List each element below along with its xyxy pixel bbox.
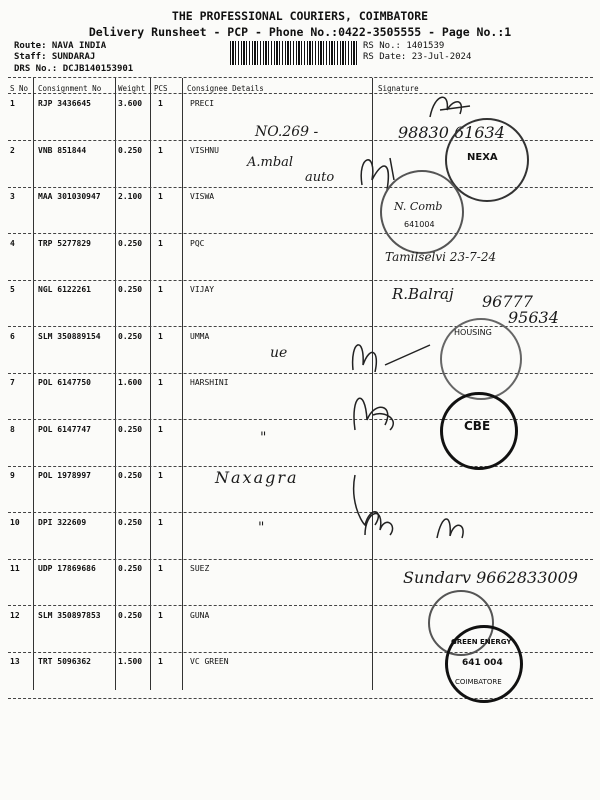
row-weight: 0.250 — [118, 564, 143, 573]
row-consignment: TRP 5277829 — [38, 238, 91, 248]
row-consignee: VC GREEN — [190, 657, 229, 666]
row-pcs: 1 — [158, 610, 163, 620]
signature-scribble — [345, 330, 435, 380]
row-consignment: POL 6147750 — [38, 378, 91, 387]
handwritten-note: Naxagra — [215, 468, 299, 487]
row-weight: 2.100 — [118, 192, 143, 201]
row-sno: 2 — [10, 145, 15, 155]
col-divider — [33, 78, 34, 690]
table-top-rule — [8, 77, 593, 78]
signature-scribble — [432, 508, 472, 548]
row-weight: 1.500 — [118, 657, 143, 666]
signature-scribble — [360, 500, 400, 540]
row-sno: 1 — [10, 99, 15, 108]
row-sno: 5 — [10, 285, 15, 294]
row-sno: 11 — [10, 564, 20, 573]
row-consignee: PQC — [190, 238, 205, 248]
row-weight: 0.250 — [118, 145, 143, 155]
row-weight: 0.250 — [118, 424, 143, 434]
header-rule — [8, 93, 593, 94]
row-consignment: NGL 6122261 — [38, 285, 91, 294]
row-sno: 4 — [10, 238, 15, 248]
row-consignment: RJP 3436645 — [38, 99, 91, 108]
row-pcs: 1 — [158, 564, 163, 573]
barcode — [230, 41, 358, 65]
row-pcs: 1 — [158, 192, 163, 201]
row-weight: 0.250 — [118, 471, 143, 480]
company-title: THE PROFESSIONAL COURIERS, COIMBATORE — [171, 9, 429, 23]
row-consignment: SLM 350897853 — [38, 610, 101, 620]
handwritten-name: auto — [305, 170, 335, 185]
row-consignment: POL 1978997 — [38, 471, 91, 480]
handwritten-note: " — [258, 520, 265, 536]
row-consignment: VNB 851844 — [38, 145, 87, 155]
row-weight: 1.600 — [118, 378, 143, 387]
handwritten-note: ue — [270, 345, 288, 361]
col-pcs: PCS — [154, 84, 168, 93]
row-pcs: 1 — [158, 471, 163, 480]
handwritten-name: A.mbal — [247, 155, 294, 170]
row-pcs: 1 — [158, 99, 163, 108]
row-sno: 10 — [10, 517, 20, 527]
col-divider — [182, 78, 183, 690]
company-stamp: NEXA — [445, 118, 529, 202]
company-stamp: GREEN ENERGY 641 004 COIMBATORE — [445, 625, 523, 703]
row-pcs: 1 — [158, 517, 163, 527]
row-consignee: HARSHINI — [190, 378, 229, 387]
row-consignment: MAA 301030947 — [38, 192, 101, 201]
rs-number: RS No.: 1401539 — [363, 41, 445, 51]
row-pcs: 1 — [158, 378, 163, 387]
handwritten-signature: Sundarv 9662833009 — [403, 568, 578, 587]
row-consignee: VISHNU — [190, 145, 219, 155]
company-stamp: N. Comb 641004 — [380, 170, 464, 254]
row-consignment: UDP 17869686 — [38, 564, 96, 573]
signature-scribble — [425, 92, 475, 122]
col-divider — [150, 78, 151, 690]
row-consignee: SUEZ — [190, 564, 210, 573]
row-divider — [8, 698, 593, 699]
row-pcs: 1 — [158, 331, 163, 341]
runsheet-subtitle: Delivery Runsheet - PCP - Phone No.:0422-3505555 - Page No.:1 — [88, 25, 512, 39]
row-consignment: SLM 350889154 — [38, 331, 101, 341]
row-divider — [8, 605, 593, 606]
handwritten-phone: 95634 — [508, 308, 559, 327]
row-weight: 0.250 — [118, 517, 143, 527]
row-consignee: GUNA — [190, 610, 210, 620]
row-consignment: TRT 5096362 — [38, 657, 91, 666]
handwritten-phone: 96777 — [482, 292, 533, 311]
row-weight: 0.250 — [118, 238, 143, 248]
handwritten-note: NO.269 - — [255, 124, 319, 140]
handwritten-phone: 98830 61634 — [398, 123, 505, 142]
col-consignment: Consignment No — [38, 84, 102, 93]
handwritten-signature: Tamilselvi 23-7-24 — [385, 250, 497, 264]
row-sno: 7 — [10, 378, 15, 387]
row-pcs: 1 — [158, 238, 163, 248]
signature-scribble — [345, 380, 415, 440]
row-weight: 0.250 — [118, 285, 143, 294]
row-divider — [8, 512, 593, 513]
col-divider — [115, 78, 116, 690]
route-label: Route: NAVA INDIA — [14, 41, 107, 51]
row-sno: 3 — [10, 192, 15, 201]
company-stamp: HOUSING — [440, 318, 522, 400]
row-pcs: 1 — [158, 145, 163, 155]
row-consignee: VISWA — [190, 192, 215, 201]
row-consignment: POL 6147747 — [38, 424, 91, 434]
staff-label: Staff: SUNDARAJ — [14, 52, 96, 62]
row-pcs: 1 — [158, 285, 163, 294]
row-sno: 12 — [10, 610, 20, 620]
row-sno: 6 — [10, 331, 15, 341]
row-sno: 13 — [10, 657, 20, 666]
row-sno: 8 — [10, 424, 15, 434]
col-sno: S No — [10, 84, 29, 93]
row-divider — [8, 280, 593, 281]
row-consignee: VIJAY — [190, 285, 215, 294]
row-pcs: 1 — [158, 657, 163, 666]
row-divider — [8, 466, 593, 467]
row-divider — [8, 559, 593, 560]
col-weight: Weight — [118, 84, 146, 93]
row-sno: 9 — [10, 471, 15, 480]
rs-date: RS Date: 23-Jul-2024 — [363, 52, 472, 62]
row-weight: 3.600 — [118, 99, 143, 108]
col-consignee: Consignee Details — [187, 84, 264, 93]
row-pcs: 1 — [158, 424, 163, 434]
row-consignee: PRECI — [190, 99, 215, 108]
company-stamp: CBE — [440, 392, 518, 470]
handwritten-name: R.Balraj — [392, 285, 454, 303]
row-weight: 0.250 — [118, 331, 143, 341]
row-consignment: DPI 322609 — [38, 517, 87, 527]
row-weight: 0.250 — [118, 610, 143, 620]
handwritten-note: " — [260, 430, 267, 446]
drs-number: DRS No.: DCJB140153901 — [14, 64, 134, 74]
row-divider — [8, 233, 593, 234]
col-signature: Signature — [378, 84, 419, 93]
row-consignee: UMMA — [190, 331, 210, 341]
